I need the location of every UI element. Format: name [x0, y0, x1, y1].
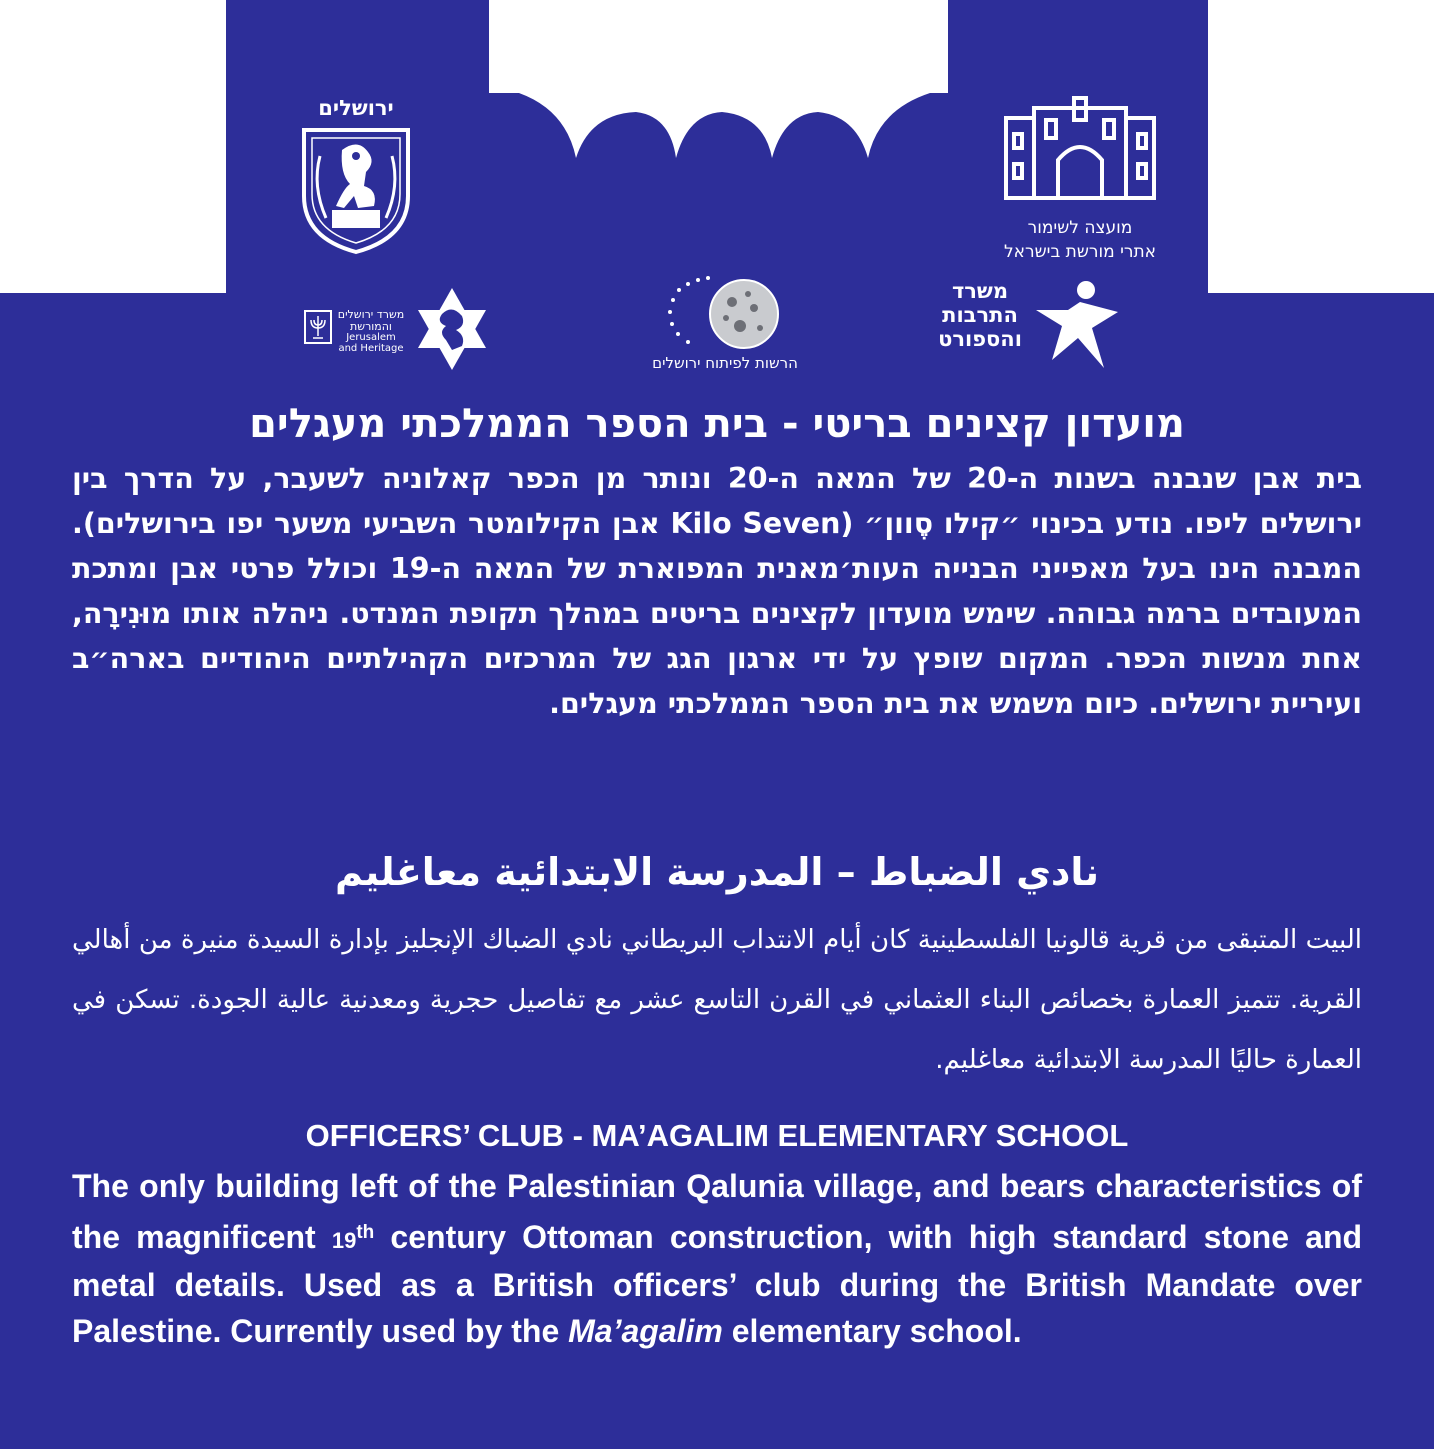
culture-caption-line2: התרבות [942, 303, 1018, 327]
english-century-number: 19 [331, 1227, 357, 1253]
jerusalem-lion-emblem-icon [298, 126, 414, 256]
development-authority-logo [620, 272, 830, 376]
english-body-part3: elementary school. [731, 1312, 1022, 1349]
heritage-council-caption-line1: מועצה לשימור [1027, 218, 1133, 238]
building-facade-icon [1002, 94, 1158, 200]
jerusalem-ministry-logo [300, 284, 490, 374]
english-body [72, 1164, 1362, 1354]
english-century-suffix: th [356, 1221, 375, 1243]
jerusalem-emblem-logo [296, 96, 416, 260]
ministry-caption-line4: and Heritage [338, 343, 404, 354]
english-body-part1: The only building left of the Palestinian Qalunia village, and bears characteristics of the magnificent [72, 1168, 1362, 1255]
heritage-council-caption-line2: אתרי מורשת בישראל [1003, 242, 1157, 262]
english-title: OFFICERS’ CLUB - MA’AGALIM ELEMENTARY SCHOOL [305, 1118, 1129, 1153]
english-body-part2: century Ottoman construction, with high standard stone and metal details. Used as a British officers’ club during the British Mandate over Palestine. Currently used by the [72, 1218, 1363, 1349]
arabic-body: البيت المتبقى من قرية قالونيا الفلسطينية كان أيام الانتداب البريطاني نادي الضباك الإنجليز بإدارة السيدة منيرة من أهالي القرية. تتميز العمارة بخصائص البناء العثماني في القرن التاسع عشر مع تفاصيل حجرية ومعدنية عالية الجودة. تسكن في العمارة حاليًا المدرسة الابتدائية معاغليم. [72, 925, 1362, 1075]
ministry-caption-line2: והמורשת [350, 320, 392, 333]
heritage-council-logo [960, 88, 1200, 268]
culture-caption-line3: והספורט [938, 327, 1022, 351]
arabic-title: نادي الضباط – المدرسة الابتدائية معاغليم [335, 850, 1099, 894]
english-body-italic: Ma’agalim [568, 1312, 723, 1349]
hebrew-title: מועדון קצינים בריטי - בית הספר הממלכתי מעגלים [249, 401, 1185, 447]
hebrew-body: בית אבן שנבנה בשנות ה-20 של המאה ה-20 ונותר מן הכפר קאלוניה לשעבר, על הדרך בין ירושלים ליפו. נודע בכינוי ״קילו סֶוון״ (Kilo Seven אבן הקילומטר השביעי משער יפו בירושלים). המבנה הינו בעל מאפייני הבנייה העות׳מאנית המפוארת של המאה ה-19 וכולל פרטי אבן ומתכת המעובדים ברמה גבוהה. שימש מועדון לקצינים בריטים במהלך תקופת המנדט. ניהלה אותו מוּנִירָה, אחת מנשות הכפר. המקום שופץ על ידי ארגון הגג של המרכזים הקהילתיים היהודיים בארה״ב ועיריית ירושלים. כיום משמש את בית הספר הממלכתי מעגלים. [72, 462, 1363, 720]
menorah-icon [304, 310, 332, 344]
star-of-david-lion-icon [412, 284, 492, 374]
ministry-caption-line3: Jerusalem [346, 332, 396, 343]
culture-star-figure-icon [1030, 276, 1130, 376]
ministry-caption-line1: משרד ירושלים [337, 308, 405, 321]
jerusalem-wordmark: ירושלים [318, 96, 394, 120]
stone-dot-ring-icon [666, 276, 786, 352]
culture-caption-line1: משרד [951, 279, 1009, 303]
culture-ministry-logo [938, 276, 1138, 376]
development-authority-caption: הרשות לפיתוח ירושלים [652, 354, 798, 372]
